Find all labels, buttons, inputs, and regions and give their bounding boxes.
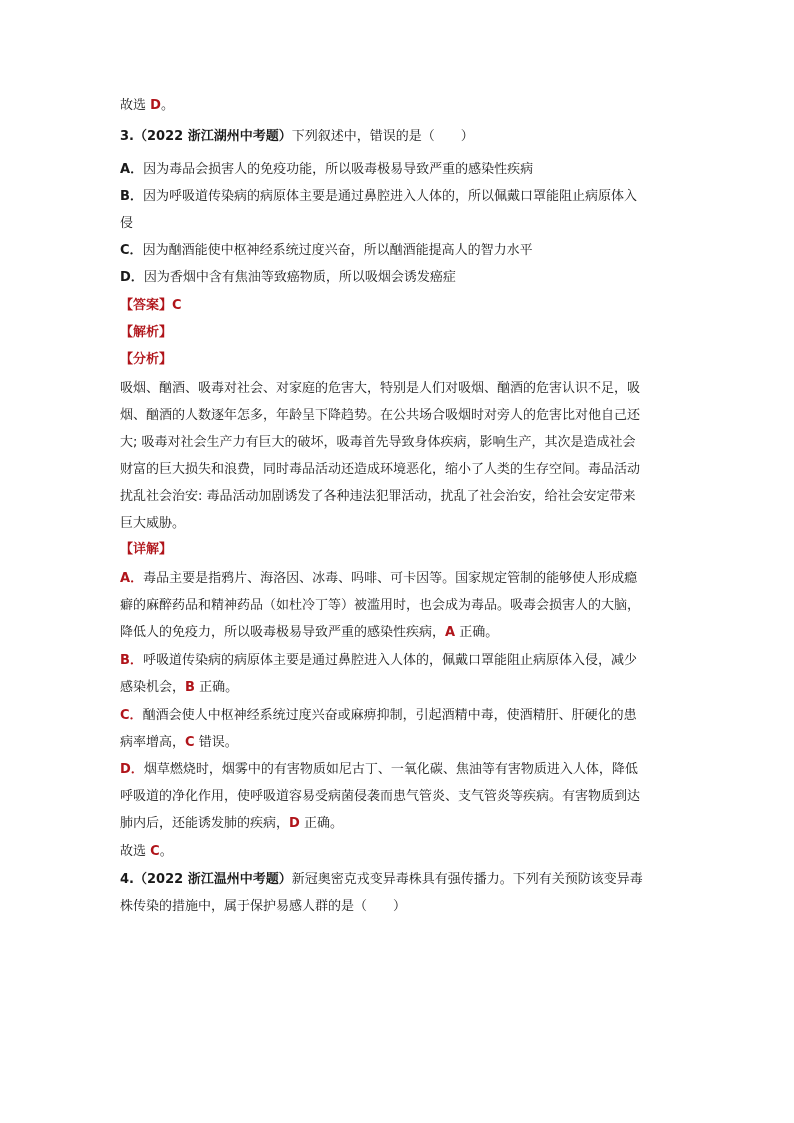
fenxi-label: 【分析】 <box>120 352 173 367</box>
question-3-stem: 3.（2022 浙江湖州中考题）下列叙述中，错误的是（ ） <box>120 129 474 144</box>
option-b-continued: 侵 <box>120 216 134 231</box>
detail-c: C．酗酒会使人中枢神经系统过度兴奋或麻痹抑制，引起酒精中毒，使酒精肝、肝硬化的患 病率增高，C 错误。 <box>120 708 637 750</box>
fenxi-paragraph: 吸烟、酗酒、吸毒对社会、对家庭的危害大，特别是人们对吸烟、酗酒的危害认识不足，吸 烟、酗酒的人数逐年怎多，年龄呈下降趋势。在公共场合吸烟时对旁人的危害比对他自己还 大; 吸毒对社会生产力有巨大的破坏，吸毒首先导致身体疾病，影响生产，其次是造成社会 财富的巨大损失和浪费，同时毒品活动还造成环境恶化，缩小了人类的生存空间。毒品活动 扰乱社会治安: 毒品活动加剧诱发了各种违法犯罪活动，扰乱了社会治安，给社会安定带来 巨大威胁。 <box>120 381 641 531</box>
final-answer-line: 故选 C。 <box>120 844 173 859</box>
detail-a: A．毒品主要是指鸦片、海洛因、冰毒、吗啡、可卡因等。国家规定管制的能够使人形成瘾 癖的麻醉药品和精神药品（如杜冷丁等）被滥用时，也会成为毒品。吸毒会损害人的大脑， 降低人的免疫力，所以吸毒极易导致严重的感染性疾病，A 正确。 <box>120 571 641 640</box>
question-4-source: （2022 浙江温州中考题） <box>134 872 292 887</box>
question-3-number: 3 <box>120 129 130 144</box>
question-4: 4.（2022 浙江温州中考题）新冠奥密克戎变异毒株具有强传播力。下列有关预防该变异毒 株传染的措施中，属于保护易感人群的是（ ） <box>120 872 643 914</box>
detail-d: D．烟草燃烧时，烟雾中的有害物质如尼古丁、一氧化碳、焦油等有害物质进入人体，降低 呼吸道的净化作用，使呼吸道容易受病菌侵袭而患气管炎、支气管炎等疾病。有害物质到达 肺内后，还能诱发肺的疾病，D 正确。 <box>120 762 641 831</box>
detail-b: B．呼吸道传染病的病原体主要是通过鼻腔进入人体的，佩戴口罩能阻止病原体入侵，减少 感染机会，B 正确。 <box>120 653 637 695</box>
question-3-text: 下列叙述中，错误的是（ ） <box>291 129 474 144</box>
question-3-source: （2022 浙江湖州中考题） <box>134 129 292 144</box>
analysis-label: 【解析】 <box>120 325 173 340</box>
option-b: B．因为呼吸道传染病的病原体主要是通过鼻腔进入人体的，所以佩戴口罩能阻止病原体入 <box>120 189 637 204</box>
answer-label: 【答案】 <box>120 298 173 313</box>
xiangjie-label: 【详解】 <box>120 542 173 557</box>
question-4-number: 4 <box>120 872 130 887</box>
prev-answer-letter: D <box>150 98 161 113</box>
answer-line <box>120 296 680 315</box>
prev-answer-line: 故选 D。 <box>120 98 174 113</box>
option-c: C．因为酗酒能使中枢神经系统过度兴奋，所以酗酒能提高人的智力水平 <box>120 243 533 258</box>
answer-value: C <box>172 298 182 313</box>
option-a: A．因为毒品会损害人的免疫功能，所以吸毒极易导致严重的感染性疾病 <box>120 162 534 177</box>
option-d: D．因为香烟中含有焦油等致癌物质，所以吸烟会诱发癌症 <box>120 270 456 285</box>
final-answer-letter: C <box>150 844 160 859</box>
